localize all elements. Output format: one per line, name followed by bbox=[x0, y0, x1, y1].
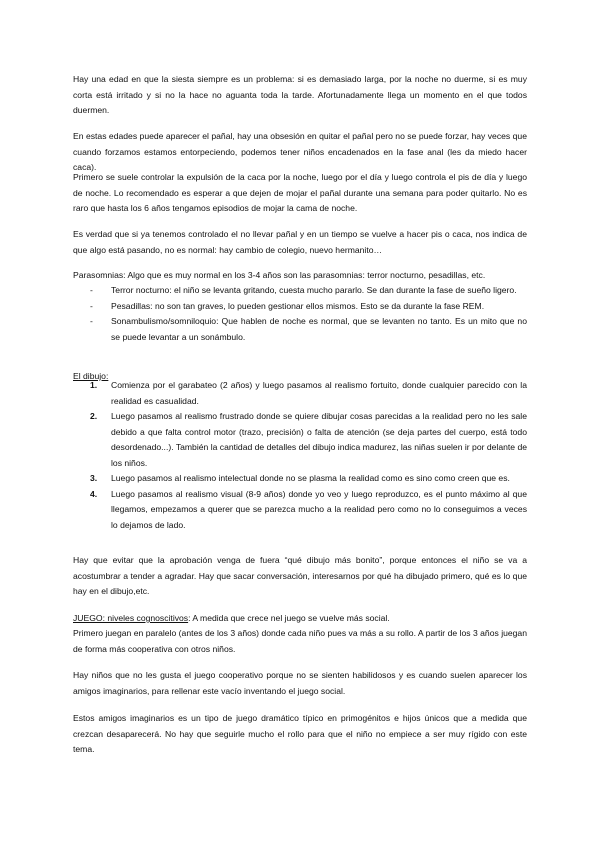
paragraph-amigos-imaginarios: Hay niños que no les gusta el juego cooperativo porque no se sienten habilidosos y es cuando suelen aparecer los amigos imaginarios, para rellenar este vacío inventando el juego social. bbox=[73, 670, 527, 696]
paragraph-control-esfinteres: Primero se suele controlar la expulsión de la caca por la noche, luego por el día y luego controla el pis de día y luego de noche. Lo recomendado es esperar a que dejen de mojar el pañal durante una semana para poder quitarlo. No es raro que hasta los 6 años tengamos episodios de mojar la cama de noche. bbox=[73, 172, 527, 213]
paragraph-juego-intro bbox=[73, 611, 527, 627]
dash-bullet: - bbox=[90, 300, 93, 311]
list-item-text: Luego pasamos al realismo frustrado donde se quiere dibujar cosas parecidas a la realidad pero no les sale debido a que falta control motor (trazo, precisión) o falta de atención (se deja partes del cuerpo, está todo desordenado...). También la cantidad de detalles del dibujo indica madurez, las niñas suelen ir por delante de los niños. bbox=[111, 411, 527, 468]
list-item bbox=[73, 487, 527, 534]
list-item bbox=[73, 471, 527, 487]
parasomnias-list bbox=[73, 283, 527, 345]
dibujo-list bbox=[73, 378, 527, 533]
list-item bbox=[73, 299, 527, 315]
paragraph-siesta: Hay una edad en que la siesta siempre es un problema: si es demasiado larga, por la noche no duerme, si es muy corta está irritado y si no la hace no aguanta toda la tarde. Afortunadamente llega un momento en el que todos duermen. bbox=[73, 74, 527, 115]
paragraph-aprobacion: Hay que evitar que la aprobación venga de fuera “qué dibujo más bonito”, porque entonces el niño se va a acostumbrar a tender a agradar. Hay que sacar conversación, interesarnos por qué ha dibujado primero, qué es lo que hay en el dibujo,etc. bbox=[73, 555, 527, 596]
list-number: 4. bbox=[90, 488, 98, 499]
list-number: 3. bbox=[90, 473, 98, 483]
paragraph-juego-paralelo: Primero juegan en paralelo (antes de los 3 años) donde cada niño pues va más a su rollo. A partir de los 3 años juegan de forma más cooperativa con otros niños. bbox=[73, 628, 527, 654]
list-number: 2. bbox=[90, 411, 98, 421]
list-item-text: Luego pasamos al realismo visual (8-9 años) donde yo veo y luego reproduzco, es el punto máximo al que llegamos, empezamos a querer que se parezca mucho a la realidad pero como no lo conseguimos a veces lo dejamos de lado. bbox=[111, 488, 527, 530]
dash-bullet: - bbox=[90, 316, 93, 326]
list-item bbox=[73, 314, 527, 345]
juego-intro-text: : A medida que crece nel juego se vuelve más social. bbox=[188, 613, 390, 623]
paragraph-panal: En estas edades puede aparecer el pañal, hay una obsesión en quitar el pañal pero no se puede forzar, hay veces que cuando forzamos estamos entorpeciendo, podemos tener niños encadenados en la fase anal (les da miedo hacer caca). bbox=[73, 131, 527, 172]
parasomnias-intro: Parasomnias: Algo que es muy normal en los 3-4 años son las parasomnias: terror nocturno, pesadillas, etc. bbox=[73, 270, 486, 280]
paragraph-juego-dramatico: Estos amigos imaginarios es un tipo de juego dramático típico en primogénitos e hijos únicos que a medida que crezcan desaparecerá. No hay que seguirle mucho el rollo para que el niño no empiece a ser muy rígido con este tema. bbox=[73, 713, 527, 754]
list-item-text: Pesadillas: no son tan graves, lo pueden gestionar ellos mismos. Esto se da durante la fase REM. bbox=[111, 300, 485, 311]
section-heading-dibujo: El dibujo: bbox=[73, 371, 109, 381]
dash-bullet: - bbox=[90, 285, 93, 295]
paragraph-regresion: Es verdad que si ya tenemos controlado el no llevar pañal y en un tiempo se vuelve a hacer pis o caca, nos indica de que algo está pasando, no es normal: hay cambio de colegio, nuevo hermanito… bbox=[73, 229, 527, 255]
list-item-text: Comienza por el garabateo (2 años) y luego pasamos al realismo fortuito, donde cualquier parecido con la realidad es casualidad. bbox=[111, 380, 527, 406]
list-number: 1. bbox=[90, 380, 98, 390]
section-heading-juego: JUEGO: niveles cognoscitivos bbox=[73, 613, 189, 623]
list-item-text: Luego pasamos al realismo intelectual donde no se plasma la realidad como es sino como creen que es. bbox=[111, 473, 510, 483]
list-item bbox=[73, 378, 527, 409]
list-item bbox=[73, 283, 527, 299]
list-item-text: Terror nocturno: el niño se levanta gritando, cuesta mucho pararlo. Se dan durante la fase de sueño ligero. bbox=[111, 285, 517, 295]
list-item bbox=[73, 409, 527, 471]
list-item-text: Sonambulismo/somniloquio: Que hablen de noche es normal, que se levanten no tanto. Es un mito que no se puede levantar a un sonámbulo. bbox=[111, 316, 527, 342]
